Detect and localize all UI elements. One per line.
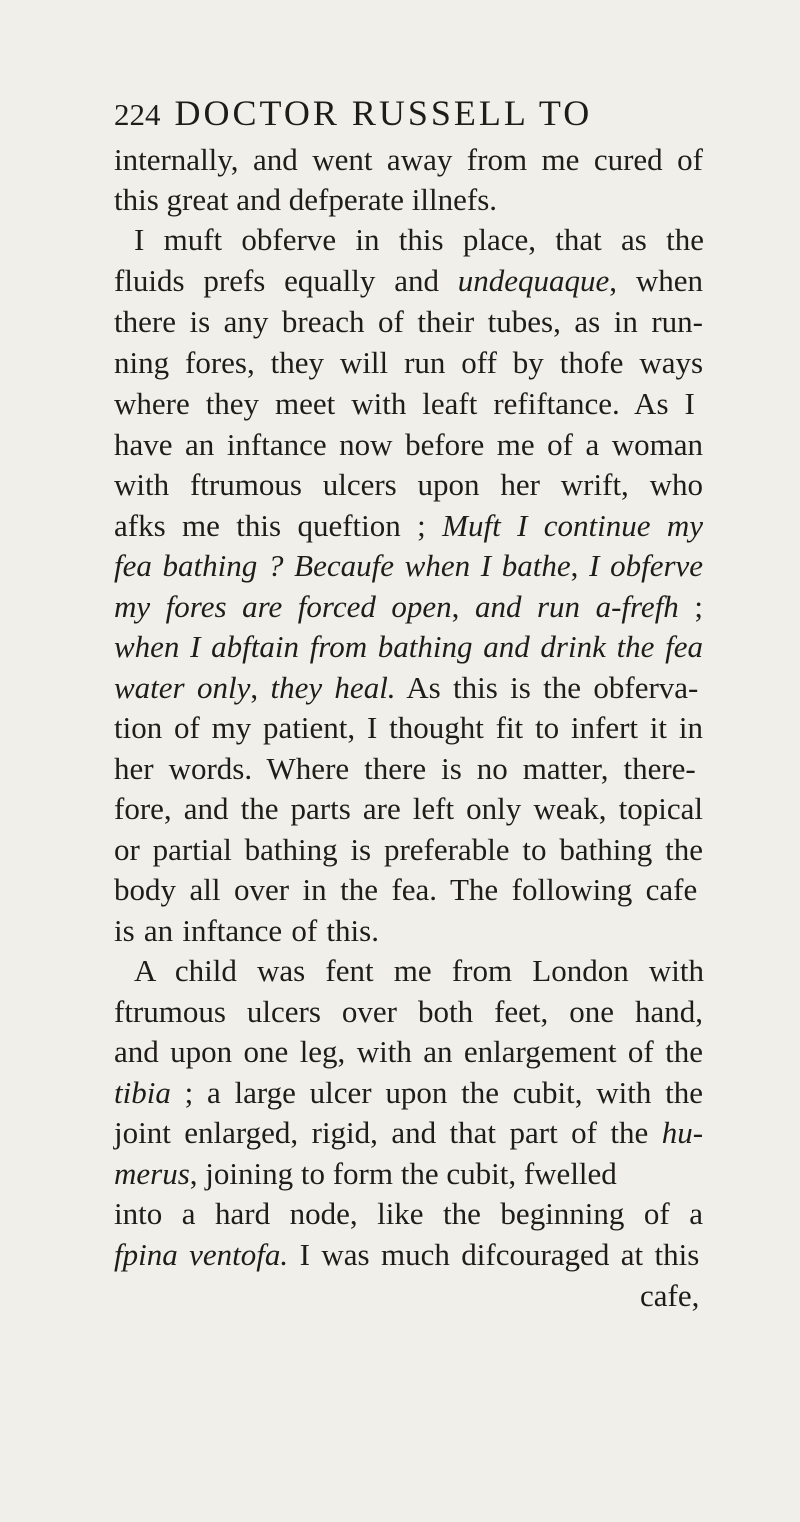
text-run: , bbox=[250, 670, 271, 705]
text-line bbox=[114, 302, 703, 342]
italic-run: I obferve bbox=[589, 548, 704, 583]
text-line bbox=[114, 384, 695, 424]
text-run: fluids prefs equally and bbox=[114, 263, 458, 298]
italic-run: Muft I continue my bbox=[442, 508, 704, 543]
text-line bbox=[114, 140, 703, 180]
text-line bbox=[114, 870, 697, 910]
text-run: ftrumous ulcers over both feet, one hand, bbox=[114, 994, 704, 1029]
text-run: , bbox=[451, 589, 475, 624]
running-head bbox=[114, 92, 704, 138]
italic-run: hu- bbox=[661, 1115, 704, 1150]
italic-run: my fores are forced open bbox=[114, 589, 452, 624]
text-run: , when bbox=[609, 263, 703, 298]
text-line bbox=[114, 1032, 703, 1072]
italic-run: they heal. bbox=[270, 670, 396, 705]
text-line bbox=[134, 220, 704, 260]
text-run: this great and defperate illnefs. bbox=[114, 182, 498, 217]
italic-run: when I abftain from bathing and drink the fea bbox=[114, 629, 704, 664]
italic-run: merus bbox=[114, 1156, 190, 1191]
text-line bbox=[114, 546, 703, 586]
text-line bbox=[114, 1194, 703, 1234]
text-line bbox=[114, 1113, 703, 1153]
text-line bbox=[134, 951, 704, 991]
text-line bbox=[114, 911, 379, 951]
text-run: with ftrumous ulcers upon her wrift, who bbox=[114, 467, 704, 502]
text-run: ning fores, they will run off by thofe ways bbox=[114, 345, 704, 380]
text-line bbox=[640, 1276, 699, 1316]
italic-run: tibia bbox=[114, 1075, 171, 1110]
text-run: and upon one leg, with an enlargement of the bbox=[114, 1034, 703, 1069]
text-run: where they meet with leaft refiftance. As I bbox=[114, 386, 695, 421]
text-line bbox=[114, 506, 703, 546]
italic-run: fpina ventofa. bbox=[114, 1237, 289, 1272]
text-run: , joining to form the cubit, fwelled bbox=[189, 1156, 617, 1191]
text-run: her words. Where there is no matter, there- bbox=[114, 751, 696, 786]
text-line bbox=[114, 1235, 699, 1275]
text-line bbox=[114, 992, 703, 1032]
text-line bbox=[114, 830, 703, 870]
text-line bbox=[114, 261, 703, 301]
text-run: body all over in the fea. The following cafe bbox=[114, 872, 698, 907]
text-line bbox=[114, 627, 703, 667]
page-number: 224 bbox=[114, 97, 161, 132]
text-run: I was much difcouraged at this bbox=[288, 1237, 700, 1272]
text-run: have an inftance now before me of a woman bbox=[114, 427, 704, 462]
text-run: ; bbox=[678, 589, 703, 624]
text-run: afks me this queftion ; bbox=[114, 508, 443, 543]
text-line bbox=[114, 789, 703, 829]
text-run: ; a large ulcer upon the cubit, with the bbox=[170, 1075, 703, 1110]
italic-run: undequaque bbox=[457, 263, 610, 298]
text-line bbox=[114, 708, 703, 748]
text-run: , bbox=[570, 548, 590, 583]
text-run: or partial bathing is preferable to bathing the bbox=[114, 832, 703, 867]
running-title: DOCTOR RUSSELL TO bbox=[174, 93, 593, 133]
text-run: cafe, bbox=[640, 1278, 700, 1313]
text-run: tion of my patient, I thought fit to infert it in bbox=[114, 710, 703, 745]
italic-run: fea bathing ? Becaufe when I bathe bbox=[114, 548, 571, 583]
text-line bbox=[114, 1073, 703, 1113]
text-run: into a hard node, like the beginning of a bbox=[114, 1196, 704, 1231]
text-line bbox=[114, 668, 698, 708]
text-run: there is any breach of their tubes, as in run- bbox=[114, 304, 703, 339]
italic-run: and run a-frefh bbox=[474, 589, 679, 624]
text-run: is an inftance of this. bbox=[114, 913, 379, 948]
text-run: joint enlarged, rigid, and that part of the bbox=[114, 1115, 662, 1150]
text-line bbox=[114, 465, 703, 505]
text-line bbox=[114, 343, 703, 383]
text-line bbox=[114, 749, 696, 789]
text-run: A child was fent me from London with bbox=[134, 953, 705, 988]
text-line bbox=[114, 587, 703, 627]
text-line bbox=[114, 1154, 617, 1194]
italic-run: water only bbox=[114, 670, 251, 705]
text-run: As this is the obferva- bbox=[395, 670, 699, 705]
text-line bbox=[114, 425, 703, 465]
text-run: I muft obferve in this place, that as the bbox=[134, 222, 705, 257]
text-line bbox=[114, 180, 497, 220]
text-run: fore, and the parts are left only weak, topical bbox=[114, 791, 703, 826]
text-run: internally, and went away from me cured of bbox=[114, 142, 703, 177]
